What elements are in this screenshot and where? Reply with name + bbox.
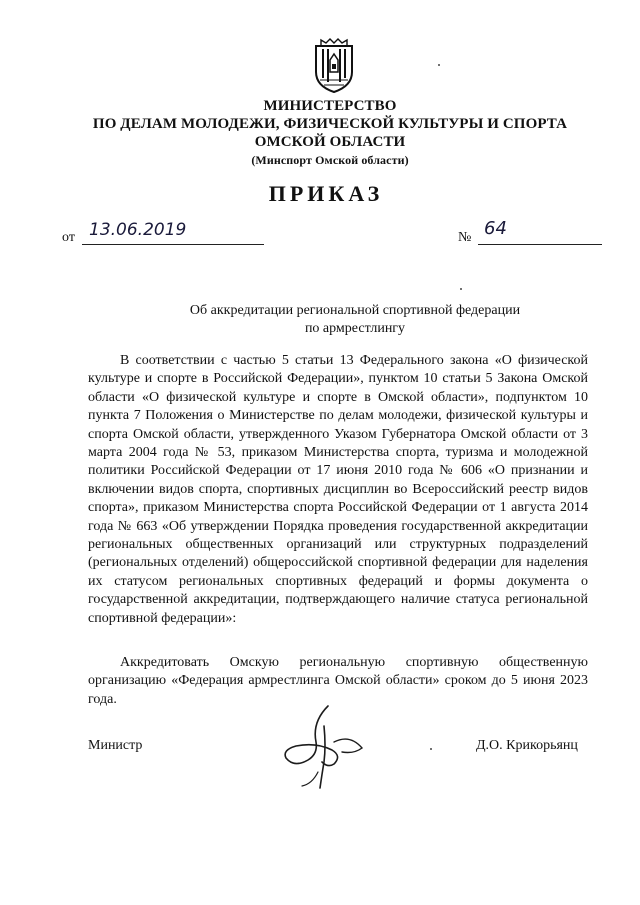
- signer-name: Д.О. Крикорьянц: [476, 738, 578, 753]
- scan-speck: [430, 748, 432, 750]
- ministry-name-line1: МИНИСТЕРСТВО: [263, 98, 397, 114]
- date-prefix: от: [62, 230, 75, 245]
- handwritten-signature-icon: [272, 702, 372, 794]
- number-handwritten-value: 64: [484, 218, 507, 239]
- body-paragraph-legal-basis: В соответствии с частью 5 статьи 13 Федерального закона «О физической культуре и спорте в Российской Федерации», пунктом 10 статьи 5 Закона Омской области «О физической культуре и спорте в Омской области», подпунктом 10 пункта 7 Положения о Министерстве по делам молодежи, физической культуры и спорта Омской области, утвержденного Указом Губернатора Омской области от 3 марта 2004 года № 53, приказом Министерства спорта, туризма и молодежной политики Российской Федерации от 17 июня 2010 года № 606 «О признании и включении видов спорта, спортивных дисциплин во Всероссийский реестр видов спорта», приказом Министерства спорта Российской Федерации от 1 августа 2014 года № 663 «Об утверждении Порядка проведения государственной аккредитации региональных общественных организаций или структурных подразделений (региональных отделений) общероссийской спортивной федерации для наделения их статусом региональных спортивных федераций и формы документа о государственной аккредитации, подтверждающего наличие статуса региональной спортивной федерации»:: [88, 353, 588, 626]
- number-underline: [478, 244, 602, 245]
- ministry-name-line2: ПО ДЕЛАМ МОЛОДЕЖИ, ФИЗИЧЕСКОЙ КУЛЬТУРЫ И СПОРТА: [92, 116, 568, 132]
- ministry-name-line3: ОМСКОЙ ОБЛАСТИ: [254, 134, 406, 150]
- scan-speck: [438, 64, 440, 66]
- document-title: ПРИКАЗ: [268, 181, 384, 206]
- date-underline: [82, 244, 264, 245]
- omsk-coat-of-arms-icon: [312, 38, 356, 94]
- signer-role: Министр: [88, 738, 143, 753]
- number-prefix: №: [458, 230, 472, 245]
- scan-speck: [460, 288, 462, 290]
- date-handwritten-value: 13.06.2019: [89, 220, 187, 240]
- subject-line2: по армрестлингу: [304, 321, 406, 336]
- ministry-short-name: (Минспорт Омской области): [251, 153, 409, 167]
- body-paragraph-decision: Аккредитовать Омскую региональную спортивную общественную организацию «Федерация армрестлинга Омской области» сроком до 5 июня 2023 года.: [88, 655, 588, 707]
- subject-line1: Об аккредитации региональной спортивной федерации: [189, 303, 521, 318]
- order-subject: [170, 302, 540, 338]
